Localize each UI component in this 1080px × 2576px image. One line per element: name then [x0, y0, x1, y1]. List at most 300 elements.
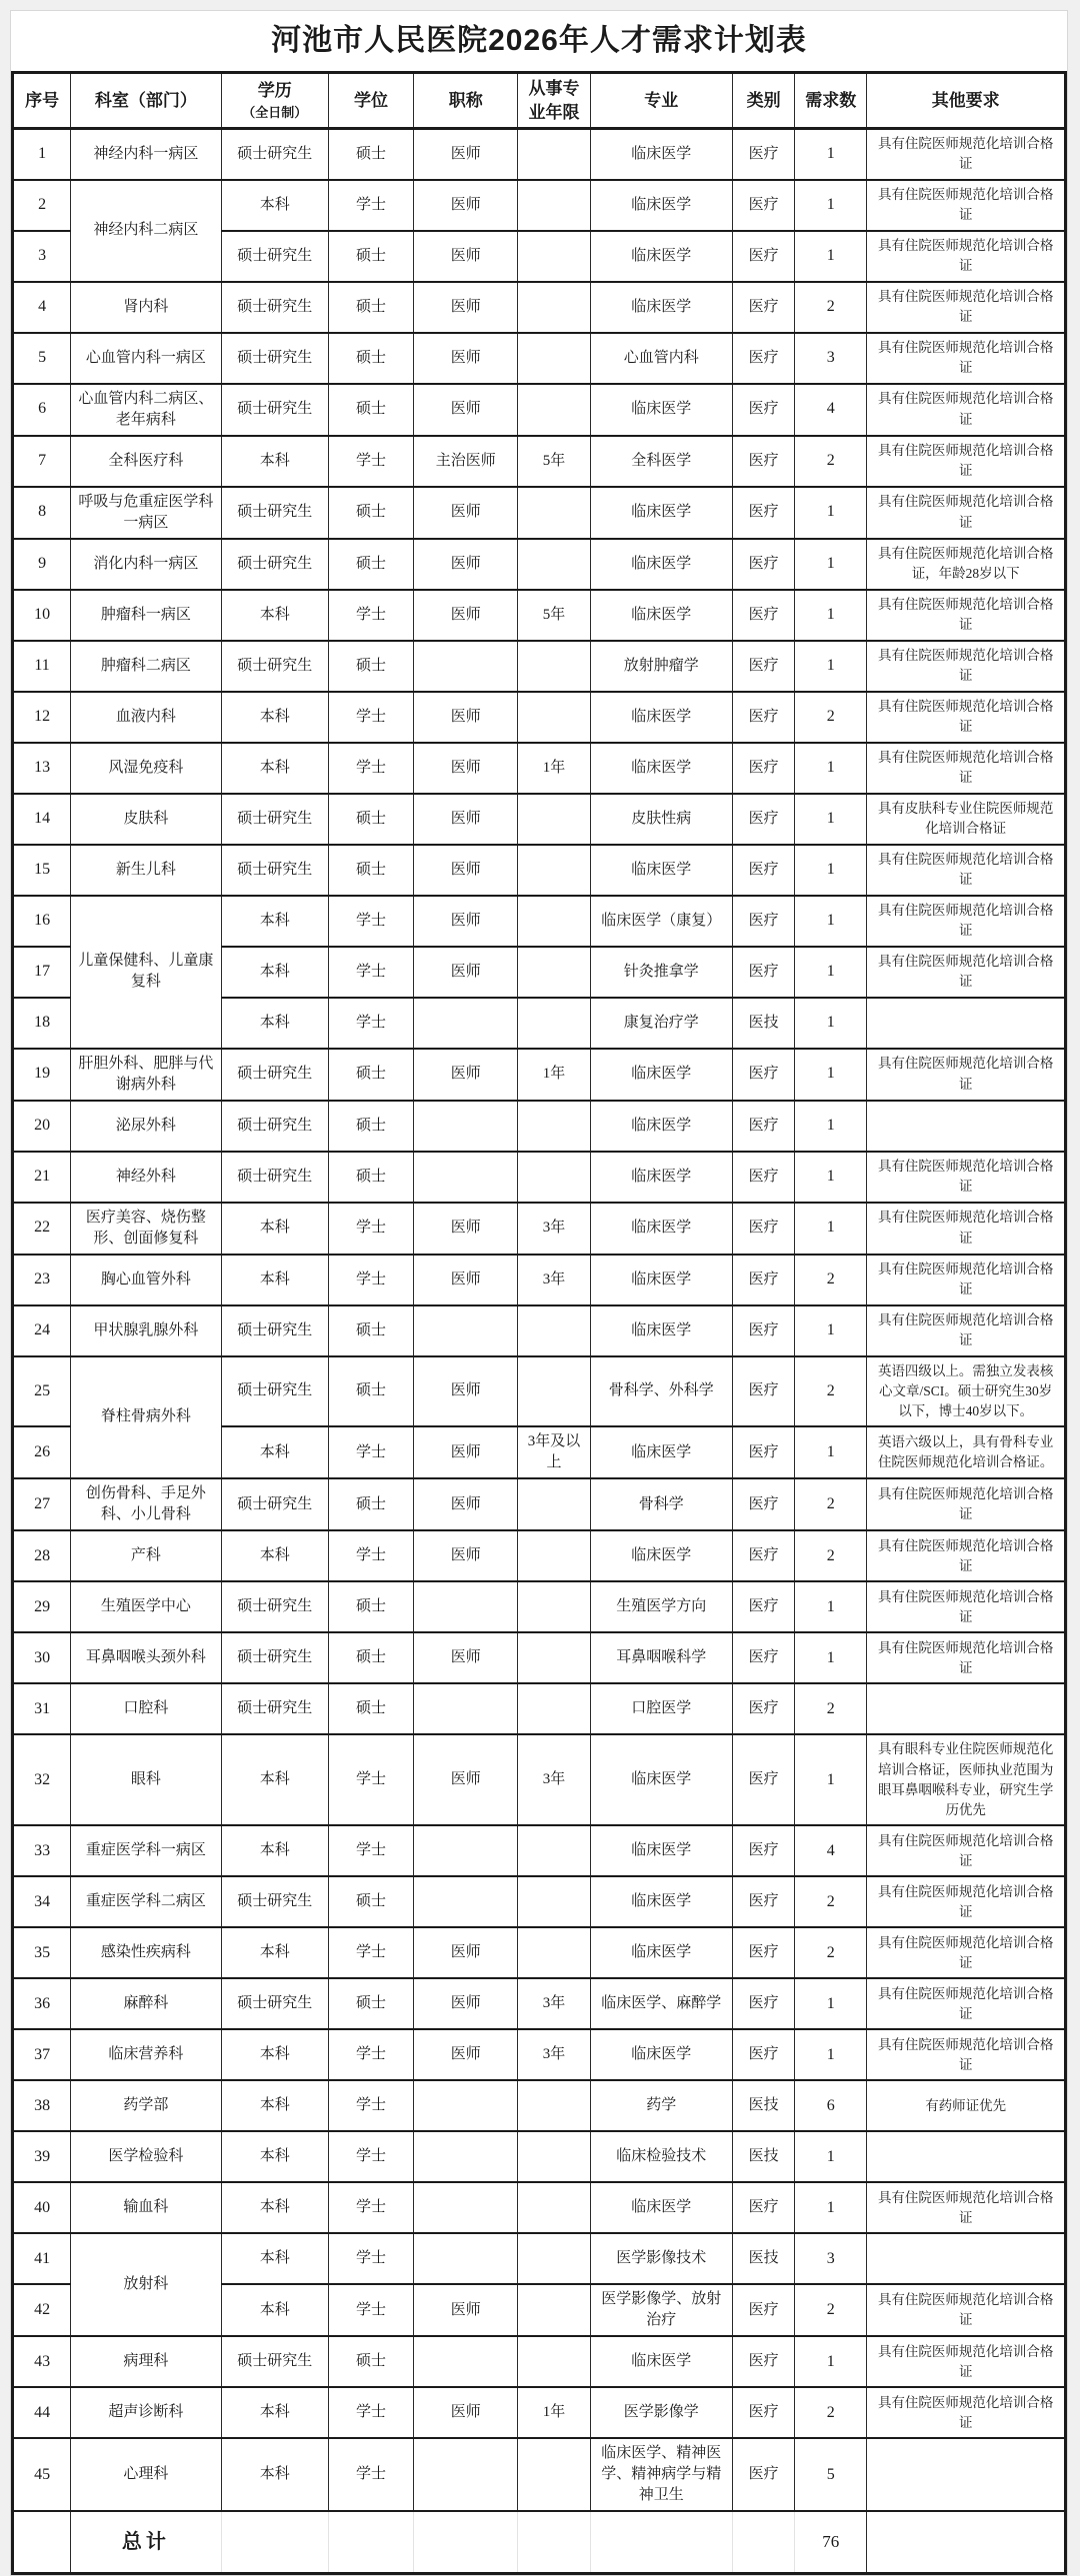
major-cell: 放射肿瘤学 [590, 641, 732, 692]
other-requirements-cell: 英语四级以上。需独立发表核心文章/SCI。硕士研究生30岁以下，博士40岁以下。 [867, 1356, 1066, 1427]
experience-years-cell [518, 2233, 590, 2284]
other-requirements-cell [867, 1101, 1066, 1152]
department-cell: 药学部 [71, 2080, 221, 2131]
experience-years-cell [518, 282, 590, 333]
demand-count-cell: 2 [795, 1530, 867, 1581]
total-education-cell [221, 2511, 328, 2573]
demand-count-cell: 2 [795, 1876, 867, 1927]
department-cell: 神经内科一病区 [71, 129, 221, 180]
degree-cell: 硕士 [328, 1683, 413, 1734]
category-cell: 医技 [733, 2233, 795, 2284]
job-title-cell: 医师 [414, 1478, 518, 1530]
category-cell: 医疗 [733, 487, 795, 539]
department-cell: 病理科 [71, 2336, 221, 2387]
experience-years-cell: 3年及以上 [518, 1426, 590, 1478]
other-requirements-cell: 具有住院医师规范化培训合格证 [867, 845, 1066, 896]
education-cell: 硕士研究生 [221, 1876, 328, 1927]
demand-count-cell: 2 [795, 692, 867, 743]
major-cell: 临床医学 [590, 590, 732, 641]
job-title-cell [414, 641, 518, 692]
demand-count-cell: 1 [795, 1305, 867, 1356]
demand-count-cell: 1 [795, 947, 867, 998]
table-row [13, 1305, 1066, 1356]
department-cell: 全科医疗科 [71, 436, 221, 487]
table-row [13, 896, 1066, 947]
major-cell: 临床医学、精神医学、精神病学与精神卫生 [590, 2438, 732, 2511]
row-number-cell: 21 [13, 1152, 71, 1203]
degree-cell: 硕士 [328, 1876, 413, 1927]
education-cell: 硕士研究生 [221, 2336, 328, 2387]
degree-cell: 硕士 [328, 2336, 413, 2387]
department-cell: 儿童保健科、儿童康复科 [71, 896, 221, 1049]
recruitment-plan-table [11, 71, 1067, 2575]
education-cell: 本科 [221, 947, 328, 998]
department-cell: 口腔科 [71, 1683, 221, 1734]
job-title-cell: 医师 [414, 794, 518, 845]
category-cell: 医疗 [733, 436, 795, 487]
experience-years-cell [518, 947, 590, 998]
table-row [13, 1530, 1066, 1581]
job-title-cell [414, 1152, 518, 1203]
experience-years-cell: 5年 [518, 590, 590, 641]
education-cell: 本科 [221, 743, 328, 794]
table-row [13, 1356, 1066, 1427]
category-cell: 医疗 [733, 1305, 795, 1356]
job-title-cell: 主治医师 [414, 436, 518, 487]
row-number-cell: 44 [13, 2387, 71, 2438]
degree-cell: 学士 [328, 2131, 413, 2182]
category-cell: 医疗 [733, 180, 795, 231]
education-cell: 本科 [221, 998, 328, 1049]
job-title-cell [414, 1683, 518, 1734]
table-row [13, 129, 1066, 180]
major-cell: 临床医学 [590, 1825, 732, 1876]
experience-years-cell [518, 1152, 590, 1203]
experience-years-cell [518, 1927, 590, 1978]
column-header: 科室（部门） [71, 73, 221, 129]
experience-years-cell [518, 333, 590, 384]
education-cell: 硕士研究生 [221, 794, 328, 845]
category-cell: 医疗 [733, 2336, 795, 2387]
row-number-cell: 22 [13, 1203, 71, 1255]
category-cell: 医疗 [733, 333, 795, 384]
other-requirements-cell: 具有住院医师规范化培训合格证 [867, 2284, 1066, 2336]
other-requirements-cell: 具有住院医师规范化培训合格证 [867, 1581, 1066, 1632]
experience-years-cell: 3年 [518, 1255, 590, 1305]
experience-years-cell [518, 845, 590, 896]
major-cell: 临床医学（康复） [590, 896, 732, 947]
demand-count-cell: 2 [795, 1683, 867, 1734]
department-cell: 肾内科 [71, 282, 221, 333]
degree-cell: 学士 [328, 1825, 413, 1876]
degree-cell: 硕士 [328, 1356, 413, 1427]
demand-count-cell: 2 [795, 1927, 867, 1978]
major-cell: 临床医学 [590, 1927, 732, 1978]
education-cell: 硕士研究生 [221, 845, 328, 896]
degree-cell: 硕士 [328, 845, 413, 896]
row-number-cell: 18 [13, 998, 71, 1049]
job-title-cell: 医师 [414, 1203, 518, 1255]
education-cell: 硕士研究生 [221, 1683, 328, 1734]
other-requirements-cell: 具有住院医师规范化培训合格证 [867, 180, 1066, 231]
table-row [13, 1255, 1066, 1305]
row-number-cell: 17 [13, 947, 71, 998]
degree-cell: 学士 [328, 2029, 413, 2080]
experience-years-cell [518, 794, 590, 845]
category-cell: 医疗 [733, 1478, 795, 1530]
column-header: 专业 [590, 73, 732, 129]
job-title-cell: 医师 [414, 590, 518, 641]
major-cell: 临床检验技术 [590, 2131, 732, 2182]
row-number-cell: 34 [13, 1876, 71, 1927]
demand-count-cell: 4 [795, 1825, 867, 1876]
experience-years-cell [518, 180, 590, 231]
total-major-cell [590, 2511, 732, 2573]
table-row [13, 845, 1066, 896]
total-category-cell [733, 2511, 795, 2573]
demand-count-cell: 1 [795, 1581, 867, 1632]
experience-years-cell [518, 2284, 590, 2336]
table-row [13, 590, 1066, 641]
table-row [13, 1203, 1066, 1255]
demand-count-cell: 3 [795, 2233, 867, 2284]
department-cell: 心血管内科二病区、老年病科 [71, 384, 221, 436]
education-cell: 本科 [221, 2080, 328, 2131]
major-cell: 临床医学 [590, 1255, 732, 1305]
other-requirements-cell: 具有皮肤科专业住院医师规范化培训合格证 [867, 794, 1066, 845]
education-cell: 硕士研究生 [221, 231, 328, 282]
row-number-cell: 14 [13, 794, 71, 845]
row-number-cell: 38 [13, 2080, 71, 2131]
other-requirements-cell: 具有住院医师规范化培训合格证 [867, 590, 1066, 641]
table-row [13, 1581, 1066, 1632]
experience-years-cell [518, 1825, 590, 1876]
other-requirements-cell [867, 1683, 1066, 1734]
major-cell: 口腔医学 [590, 1683, 732, 1734]
table-row [13, 1876, 1066, 1927]
education-cell: 本科 [221, 1825, 328, 1876]
job-title-cell: 医师 [414, 1734, 518, 1825]
job-title-cell: 医师 [414, 333, 518, 384]
department-cell: 临床营养科 [71, 2029, 221, 2080]
other-requirements-cell: 具有住院医师规范化培训合格证 [867, 1632, 1066, 1683]
degree-cell: 硕士 [328, 1305, 413, 1356]
category-cell: 医疗 [733, 1530, 795, 1581]
department-cell: 神经内科二病区 [71, 180, 221, 282]
degree-cell: 硕士 [328, 129, 413, 180]
job-title-cell: 医师 [414, 487, 518, 539]
other-requirements-cell: 具有住院医师规范化培训合格证 [867, 1255, 1066, 1305]
category-cell: 医疗 [733, 384, 795, 436]
education-cell: 本科 [221, 590, 328, 641]
education-cell: 本科 [221, 2438, 328, 2511]
demand-count-cell: 1 [795, 998, 867, 1049]
category-cell: 医疗 [733, 1049, 795, 1101]
row-number-cell: 27 [13, 1478, 71, 1530]
department-cell: 创伤骨科、手足外科、小儿骨科 [71, 1478, 221, 1530]
job-title-cell: 医师 [414, 1530, 518, 1581]
job-title-cell: 医师 [414, 2387, 518, 2438]
row-number-cell: 41 [13, 2233, 71, 2284]
education-cell: 本科 [221, 896, 328, 947]
degree-cell: 硕士 [328, 487, 413, 539]
job-title-cell [414, 998, 518, 1049]
demand-count-cell: 1 [795, 1632, 867, 1683]
major-cell: 耳鼻咽喉科学 [590, 1632, 732, 1683]
table-row [13, 2182, 1066, 2233]
total-label: 总计 [71, 2511, 221, 2573]
row-number-cell: 37 [13, 2029, 71, 2080]
other-requirements-cell: 具有住院医师规范化培训合格证 [867, 896, 1066, 947]
table-row [13, 641, 1066, 692]
category-cell: 医疗 [733, 1581, 795, 1632]
table-row [13, 384, 1066, 436]
experience-years-cell [518, 384, 590, 436]
demand-count-cell: 1 [795, 2029, 867, 2080]
total-row-number-cell [13, 2511, 71, 2573]
other-requirements-cell: 具有住院医师规范化培训合格证 [867, 2336, 1066, 2387]
other-requirements-cell [867, 2438, 1066, 2511]
degree-cell: 学士 [328, 1203, 413, 1255]
degree-cell: 硕士 [328, 539, 413, 590]
category-cell: 医疗 [733, 1876, 795, 1927]
job-title-cell [414, 2131, 518, 2182]
department-cell: 血液内科 [71, 692, 221, 743]
table-row [13, 333, 1066, 384]
education-cell: 本科 [221, 436, 328, 487]
column-header: 职称 [414, 73, 518, 129]
major-cell: 临床医学 [590, 2029, 732, 2080]
experience-years-cell [518, 1581, 590, 1632]
demand-count-cell: 1 [795, 896, 867, 947]
experience-years-cell [518, 1632, 590, 1683]
category-cell: 医疗 [733, 641, 795, 692]
category-cell: 医疗 [733, 1734, 795, 1825]
education-cell: 本科 [221, 1426, 328, 1478]
other-requirements-cell: 具有住院医师规范化培训合格证 [867, 231, 1066, 282]
table-row [13, 743, 1066, 794]
demand-count-cell: 2 [795, 1255, 867, 1305]
degree-cell: 学士 [328, 590, 413, 641]
job-title-cell [414, 1581, 518, 1632]
experience-years-cell [518, 1478, 590, 1530]
department-cell: 肿瘤科二病区 [71, 641, 221, 692]
row-number-cell: 3 [13, 231, 71, 282]
job-title-cell [414, 2336, 518, 2387]
table-row [13, 2131, 1066, 2182]
department-cell: 泌尿外科 [71, 1101, 221, 1152]
row-number-cell: 39 [13, 2131, 71, 2182]
demand-count-cell: 1 [795, 1734, 867, 1825]
education-cell: 硕士研究生 [221, 1152, 328, 1203]
degree-cell: 学士 [328, 2233, 413, 2284]
demand-count-cell: 1 [795, 641, 867, 692]
other-requirements-cell: 具有住院医师规范化培训合格证 [867, 1049, 1066, 1101]
degree-cell: 硕士 [328, 1978, 413, 2029]
category-cell: 医疗 [733, 1101, 795, 1152]
department-cell: 肝胆外科、肥胖与代谢病外科 [71, 1049, 221, 1101]
category-cell: 医疗 [733, 129, 795, 180]
degree-cell: 硕士 [328, 333, 413, 384]
experience-years-cell [518, 1876, 590, 1927]
row-number-cell: 16 [13, 896, 71, 947]
table-row [13, 180, 1066, 231]
column-header: 学历 （全日制） [221, 73, 328, 129]
demand-count-cell: 1 [795, 2131, 867, 2182]
degree-cell: 学士 [328, 2080, 413, 2131]
degree-cell: 硕士 [328, 1152, 413, 1203]
degree-cell: 学士 [328, 2438, 413, 2511]
experience-years-cell: 3年 [518, 1978, 590, 2029]
category-cell: 医疗 [733, 1632, 795, 1683]
experience-years-cell [518, 231, 590, 282]
category-cell: 医疗 [733, 947, 795, 998]
department-cell: 肿瘤科一病区 [71, 590, 221, 641]
education-cell: 硕士研究生 [221, 1978, 328, 2029]
degree-cell: 学士 [328, 896, 413, 947]
major-cell: 药学 [590, 2080, 732, 2131]
degree-cell: 硕士 [328, 1581, 413, 1632]
job-title-cell [414, 2182, 518, 2233]
other-requirements-cell: 具有住院医师规范化培训合格证 [867, 1152, 1066, 1203]
category-cell: 医疗 [733, 1426, 795, 1478]
experience-years-cell: 3年 [518, 1203, 590, 1255]
education-cell: 硕士研究生 [221, 1049, 328, 1101]
demand-count-cell: 1 [795, 2336, 867, 2387]
job-title-cell: 医师 [414, 947, 518, 998]
job-title-cell: 医师 [414, 692, 518, 743]
experience-years-cell [518, 2080, 590, 2131]
row-number-cell: 15 [13, 845, 71, 896]
major-cell: 临床医学 [590, 539, 732, 590]
row-number-cell: 29 [13, 1581, 71, 1632]
category-cell: 医疗 [733, 743, 795, 794]
table-row [13, 1049, 1066, 1101]
major-cell: 心血管内科 [590, 333, 732, 384]
job-title-cell: 医师 [414, 1632, 518, 1683]
major-cell: 临床医学 [590, 1305, 732, 1356]
education-cell: 硕士研究生 [221, 487, 328, 539]
demand-count-cell: 1 [795, 794, 867, 845]
row-number-cell: 2 [13, 180, 71, 231]
education-cell: 硕士研究生 [221, 1305, 328, 1356]
column-header: 学位 [328, 73, 413, 129]
education-cell: 硕士研究生 [221, 641, 328, 692]
demand-count-cell: 1 [795, 1203, 867, 1255]
other-requirements-cell: 具有住院医师规范化培训合格证 [867, 1978, 1066, 2029]
department-cell: 医学检验科 [71, 2131, 221, 2182]
experience-years-cell [518, 2438, 590, 2511]
other-requirements-cell: 具有住院医师规范化培训合格证 [867, 2182, 1066, 2233]
category-cell: 医疗 [733, 539, 795, 590]
education-cell: 硕士研究生 [221, 1356, 328, 1427]
job-title-cell: 医师 [414, 1049, 518, 1101]
education-cell: 硕士研究生 [221, 1632, 328, 1683]
job-title-cell: 医师 [414, 2284, 518, 2336]
experience-years-cell [518, 2336, 590, 2387]
category-cell: 医疗 [733, 1978, 795, 2029]
other-requirements-cell: 具有住院医师规范化培训合格证 [867, 1530, 1066, 1581]
department-cell: 超声诊断科 [71, 2387, 221, 2438]
category-cell: 医疗 [733, 896, 795, 947]
table-row [13, 2233, 1066, 2284]
other-requirements-cell [867, 2131, 1066, 2182]
education-cell: 本科 [221, 2182, 328, 2233]
degree-cell: 学士 [328, 436, 413, 487]
demand-count-cell: 1 [795, 180, 867, 231]
experience-years-cell [518, 539, 590, 590]
major-cell: 临床医学 [590, 487, 732, 539]
major-cell: 临床医学 [590, 180, 732, 231]
major-cell: 临床医学 [590, 1530, 732, 1581]
row-number-cell: 25 [13, 1356, 71, 1427]
job-title-cell: 医师 [414, 2029, 518, 2080]
category-cell: 医疗 [733, 2029, 795, 2080]
degree-cell: 学士 [328, 1927, 413, 1978]
row-number-cell: 20 [13, 1101, 71, 1152]
row-number-cell: 12 [13, 692, 71, 743]
table-row [13, 2336, 1066, 2387]
other-requirements-cell: 具有住院医师规范化培训合格证 [867, 2387, 1066, 2438]
other-requirements-cell: 具有住院医师规范化培训合格证 [867, 1305, 1066, 1356]
degree-cell: 硕士 [328, 1478, 413, 1530]
experience-years-cell: 3年 [518, 1734, 590, 1825]
major-cell: 临床医学 [590, 1876, 732, 1927]
demand-count-cell: 2 [795, 436, 867, 487]
major-cell: 临床医学 [590, 692, 732, 743]
other-requirements-cell: 有药师证优先 [867, 2080, 1066, 2131]
table-sheet [10, 10, 1068, 2576]
category-cell: 医疗 [733, 692, 795, 743]
degree-cell: 硕士 [328, 1049, 413, 1101]
department-cell: 重症医学科一病区 [71, 1825, 221, 1876]
other-requirements-cell: 具有住院医师规范化培训合格证 [867, 1876, 1066, 1927]
job-title-cell: 医师 [414, 1978, 518, 2029]
education-cell: 本科 [221, 2387, 328, 2438]
experience-years-cell [518, 1530, 590, 1581]
category-cell: 医技 [733, 998, 795, 1049]
education-cell: 本科 [221, 1203, 328, 1255]
major-cell: 临床医学 [590, 2182, 732, 2233]
total-degree-cell [328, 2511, 413, 2573]
other-requirements-cell: 具有住院医师规范化培训合格证 [867, 436, 1066, 487]
degree-cell: 学士 [328, 1530, 413, 1581]
major-cell: 临床医学 [590, 384, 732, 436]
table-row [13, 436, 1066, 487]
row-number-cell: 45 [13, 2438, 71, 2511]
row-number-cell: 43 [13, 2336, 71, 2387]
row-number-cell: 19 [13, 1049, 71, 1101]
table-row [13, 487, 1066, 539]
department-cell: 风湿免疫科 [71, 743, 221, 794]
row-number-cell: 30 [13, 1632, 71, 1683]
page-title: 河池市人民医院2026年人才需求计划表 [271, 24, 807, 57]
degree-cell: 学士 [328, 692, 413, 743]
other-requirements-cell: 具有住院医师规范化培训合格证 [867, 2029, 1066, 2080]
row-number-cell: 33 [13, 1825, 71, 1876]
department-cell: 产科 [71, 1530, 221, 1581]
row-number-cell: 10 [13, 590, 71, 641]
category-cell: 医疗 [733, 231, 795, 282]
major-cell: 临床医学 [590, 1049, 732, 1101]
column-header: 序号 [13, 73, 71, 129]
department-cell: 呼吸与危重症医学科一病区 [71, 487, 221, 539]
experience-years-cell [518, 2131, 590, 2182]
demand-count-cell: 1 [795, 845, 867, 896]
row-number-cell: 28 [13, 1530, 71, 1581]
major-cell: 生殖医学方向 [590, 1581, 732, 1632]
row-number-cell: 11 [13, 641, 71, 692]
